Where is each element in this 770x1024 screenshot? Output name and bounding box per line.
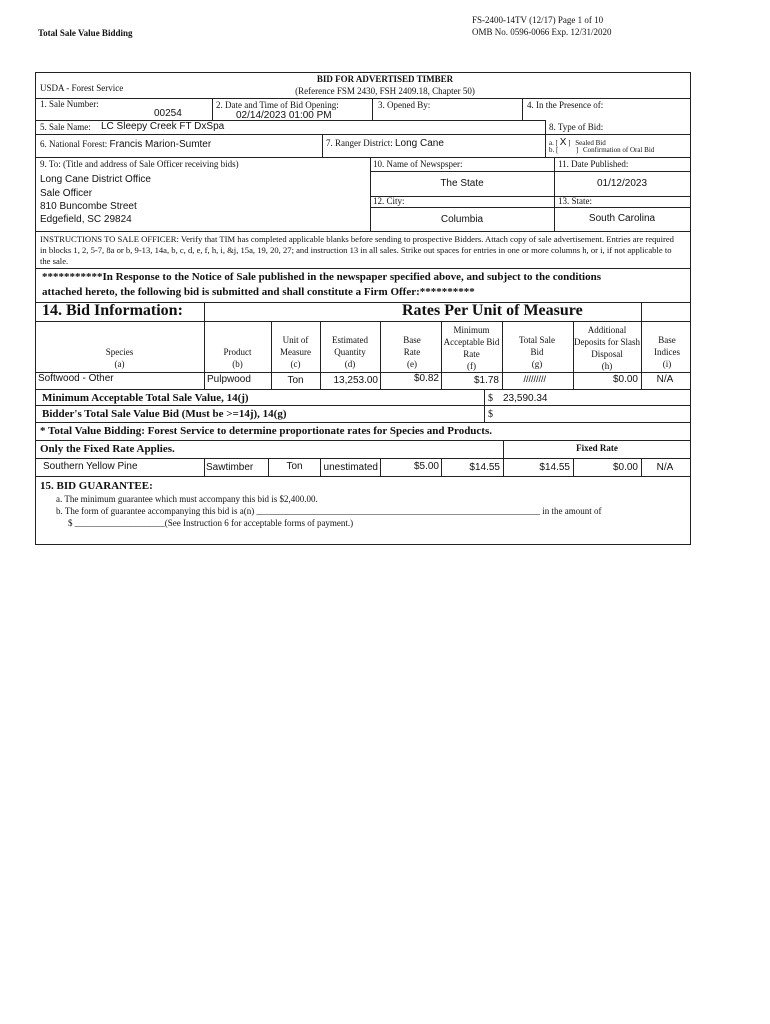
col-slash-disposal-letter: (h) — [601, 361, 613, 371]
to-line-3[interactable]: 810 Buncombe Street — [40, 201, 137, 212]
col-unit-name: Unit of Measure — [280, 335, 311, 357]
date-published-value[interactable]: 01/12/2023 — [596, 178, 648, 189]
bid-guarantee-a: a. The minimum guarantee which must accompany this bid is $2,400.00. — [56, 494, 318, 504]
row1-species[interactable]: Softwood - Other — [38, 373, 114, 384]
col-header-min-bid-rate — [442, 324, 501, 372]
sale-name-label: 5. Sale Name: — [40, 122, 91, 132]
col-base-rate-letter: (e) — [407, 359, 417, 369]
row2-base-indices[interactable]: N/A — [656, 462, 674, 473]
row2-total-sale-bid[interactable]: $14.55 — [539, 462, 570, 473]
instructions-to-sale-officer: INSTRUCTIONS TO SALE OFFICER: Verify that TIM has completed applicable blanks before sending to prospective Bidders. Attach copy of sale advertisement. Entries are required in blocks 1, 2, 5-7, 8a or b, 9-13, 14a, b, c, d, e, f, h, i, &j, 15a, 19, 20, 27; and instruction 13 in all sales. Strike out spaces for entries in one or more columns h, or i, if not applicable to the sale. — [40, 234, 674, 266]
row2-quantity[interactable]: unestimated — [323, 462, 378, 473]
date-published-label: 11. Date Published: — [558, 159, 629, 169]
to-line-2[interactable]: Sale Officer — [40, 188, 93, 199]
row1-product[interactable]: Pulpwood — [207, 374, 251, 385]
total-value-bidding-note: * Total Value Bidding: Forest Service to determine proportionate rates for Species and Products. — [40, 425, 493, 437]
col-total-sale-bid-letter: (g) — [531, 359, 543, 369]
state-value[interactable]: South Carolina — [588, 213, 656, 224]
col-header-base-rate — [396, 334, 428, 370]
national-forest-value: Francis Marion-Sumter — [109, 139, 212, 150]
oral-bid-label: Confirmation of Oral Bid — [582, 146, 655, 154]
bid-guarantee-amount[interactable]: $ ____________________(See Instruction 6 for acceptable forms of payment.) — [68, 518, 354, 528]
col-header-unit — [272, 334, 319, 370]
fixed-rate-label: Fixed Rate — [576, 443, 618, 453]
sale-number-value[interactable]: 00254 — [154, 108, 182, 119]
agency-name: USDA - Forest Service — [40, 83, 124, 93]
opened-by-label: 3. Opened By: — [378, 100, 431, 110]
state-label: 13. State: — [558, 196, 592, 206]
col-product-letter: (b) — [232, 359, 243, 369]
sale-name-value[interactable]: LC Sleepy Creek FT DxSpa — [101, 121, 225, 132]
col-species-name: Species — [105, 347, 134, 357]
sealed-bid-checkmark: X — [559, 137, 567, 148]
row2-slash-disposal[interactable]: $0.00 — [612, 462, 638, 473]
row1-slash-disposal[interactable]: $0.00 — [612, 374, 638, 385]
min-total-label: Minimum Acceptable Total Sale Value, 14(j) — [42, 392, 249, 404]
bidder-total-currency: $ — [488, 409, 493, 420]
row1-quantity[interactable]: 13,253.00 — [333, 375, 378, 386]
rates-per-unit-title: Rates Per Unit of Measure — [402, 302, 583, 319]
firm-offer-line-2: attached hereto, the following bid is submitted and shall constitute a Firm Offer:********** — [42, 286, 475, 298]
col-product-name: Product — [223, 347, 252, 357]
bid-guarantee-title: 15. BID GUARANTEE: — [40, 480, 153, 492]
bid-guarantee-b[interactable]: b. The form of guarantee accompanying this bid is a(n) _______________________________________________________________ in the amount of — [56, 506, 602, 516]
row1-min-bid-rate[interactable]: $1.78 — [473, 375, 499, 386]
row2-species[interactable]: Southern Yellow Pine — [43, 461, 138, 472]
col-quantity-name: Estimated Quantity — [332, 335, 368, 357]
sale-number-label: 1. Sale Number: — [40, 99, 99, 109]
omb-number: OMB No. 0596-0066 Exp. 12/31/2020 — [472, 27, 612, 37]
sealed-bid-label: Sealed Bid — [575, 139, 606, 147]
row1-base-rate[interactable]: $0.82 — [413, 373, 439, 384]
national-forest-field[interactable] — [40, 139, 211, 150]
oral-bid-option[interactable] — [549, 146, 654, 154]
firm-offer-line-1: ***********In Response to the Notice of Sale published in the newspaper specified above, and subject to the conditions — [42, 271, 602, 283]
bid-type-label: 8. Type of Bid: — [549, 122, 604, 132]
sealed-bid-bracket-close: ] — [568, 139, 571, 147]
fixed-rate-only-note: Only the Fixed Rate Applies. — [40, 443, 175, 455]
row2-unit[interactable]: Ton — [286, 461, 303, 472]
form-title: BID FOR ADVERTISED TIMBER — [316, 74, 454, 84]
col-quantity-letter: (d) — [344, 359, 356, 369]
col-min-bid-rate-letter: (f) — [467, 361, 476, 371]
min-total-value[interactable]: 23,590.34 — [503, 393, 548, 404]
form-short-title: Total Sale Value Bidding — [38, 28, 133, 38]
city-value[interactable]: Columbia — [440, 214, 484, 225]
city-label: 12. City: — [373, 196, 405, 206]
row2-base-rate[interactable]: $5.00 — [413, 461, 439, 472]
to-label: 9. To: (Title and address of Sale Officer receiving bids) — [40, 159, 239, 169]
col-total-sale-bid-name: Total Sale Bid — [518, 335, 556, 357]
sealed-bid-bracket-open: a. [ — [549, 139, 558, 147]
col-unit-letter: (c) — [290, 359, 301, 369]
row2-min-bid-rate[interactable]: $14.55 — [469, 462, 500, 473]
col-header-product — [205, 346, 270, 370]
ranger-district-field[interactable] — [326, 138, 444, 149]
col-species-letter: (a) — [114, 359, 125, 369]
row2-product[interactable]: Sawtimber — [206, 462, 254, 473]
to-line-4[interactable]: Edgefield, SC 29824 — [40, 214, 132, 225]
newspaper-value[interactable]: The State — [440, 178, 484, 189]
bid-opening-value[interactable]: 02/14/2023 01:00 PM — [236, 110, 332, 121]
to-line-1[interactable]: Long Cane District Office — [40, 174, 151, 185]
col-header-base-indices — [645, 334, 689, 370]
form-number: FS-2400-14TV (12/17) Page 1 of 10 — [472, 15, 604, 25]
form-reference: (Reference FSM 2430, FSH 2409.18, Chapter 50) — [295, 86, 475, 96]
bidder-total-label: Bidder's Total Sale Value Bid (Must be >=14j), 14(g) — [42, 408, 287, 420]
row1-unit[interactable]: Ton — [287, 375, 304, 386]
col-header-total-sale-bid — [513, 334, 561, 370]
bid-opening-label: 2. Date and Time of Bid Opening: — [216, 100, 339, 110]
newspaper-label: 10. Name of Newspsper: — [373, 159, 463, 169]
col-min-bid-rate-name: Minimum Acceptable Bid Rate — [443, 325, 500, 359]
col-header-species — [36, 346, 203, 370]
col-base-indices-name: Base Indices — [654, 335, 680, 357]
national-forest-label: 6. National Forest: — [40, 139, 108, 149]
oral-bid-bracket-open: b. [ — [549, 146, 559, 154]
col-header-quantity — [321, 334, 379, 370]
bid-information-title: 14. Bid Information: — [42, 302, 183, 319]
oral-bid-bracket-close: ] — [575, 146, 579, 154]
col-base-rate-name: Base Rate — [403, 335, 421, 357]
ranger-district-label: 7. Ranger District: — [326, 138, 393, 148]
row1-total-sale-bid[interactable]: ///////// — [523, 374, 546, 384]
ranger-district-value: Long Cane — [395, 138, 444, 149]
row1-base-indices[interactable]: N/A — [656, 374, 674, 385]
min-total-currency: $ — [488, 393, 493, 404]
col-base-indices-letter: (i) — [662, 359, 672, 369]
col-header-slash-disposal — [574, 324, 640, 372]
presence-label: 4. In the Presence of: — [527, 100, 604, 110]
col-slash-disposal-name: Additional Deposits for Slash Disposal — [574, 325, 640, 359]
